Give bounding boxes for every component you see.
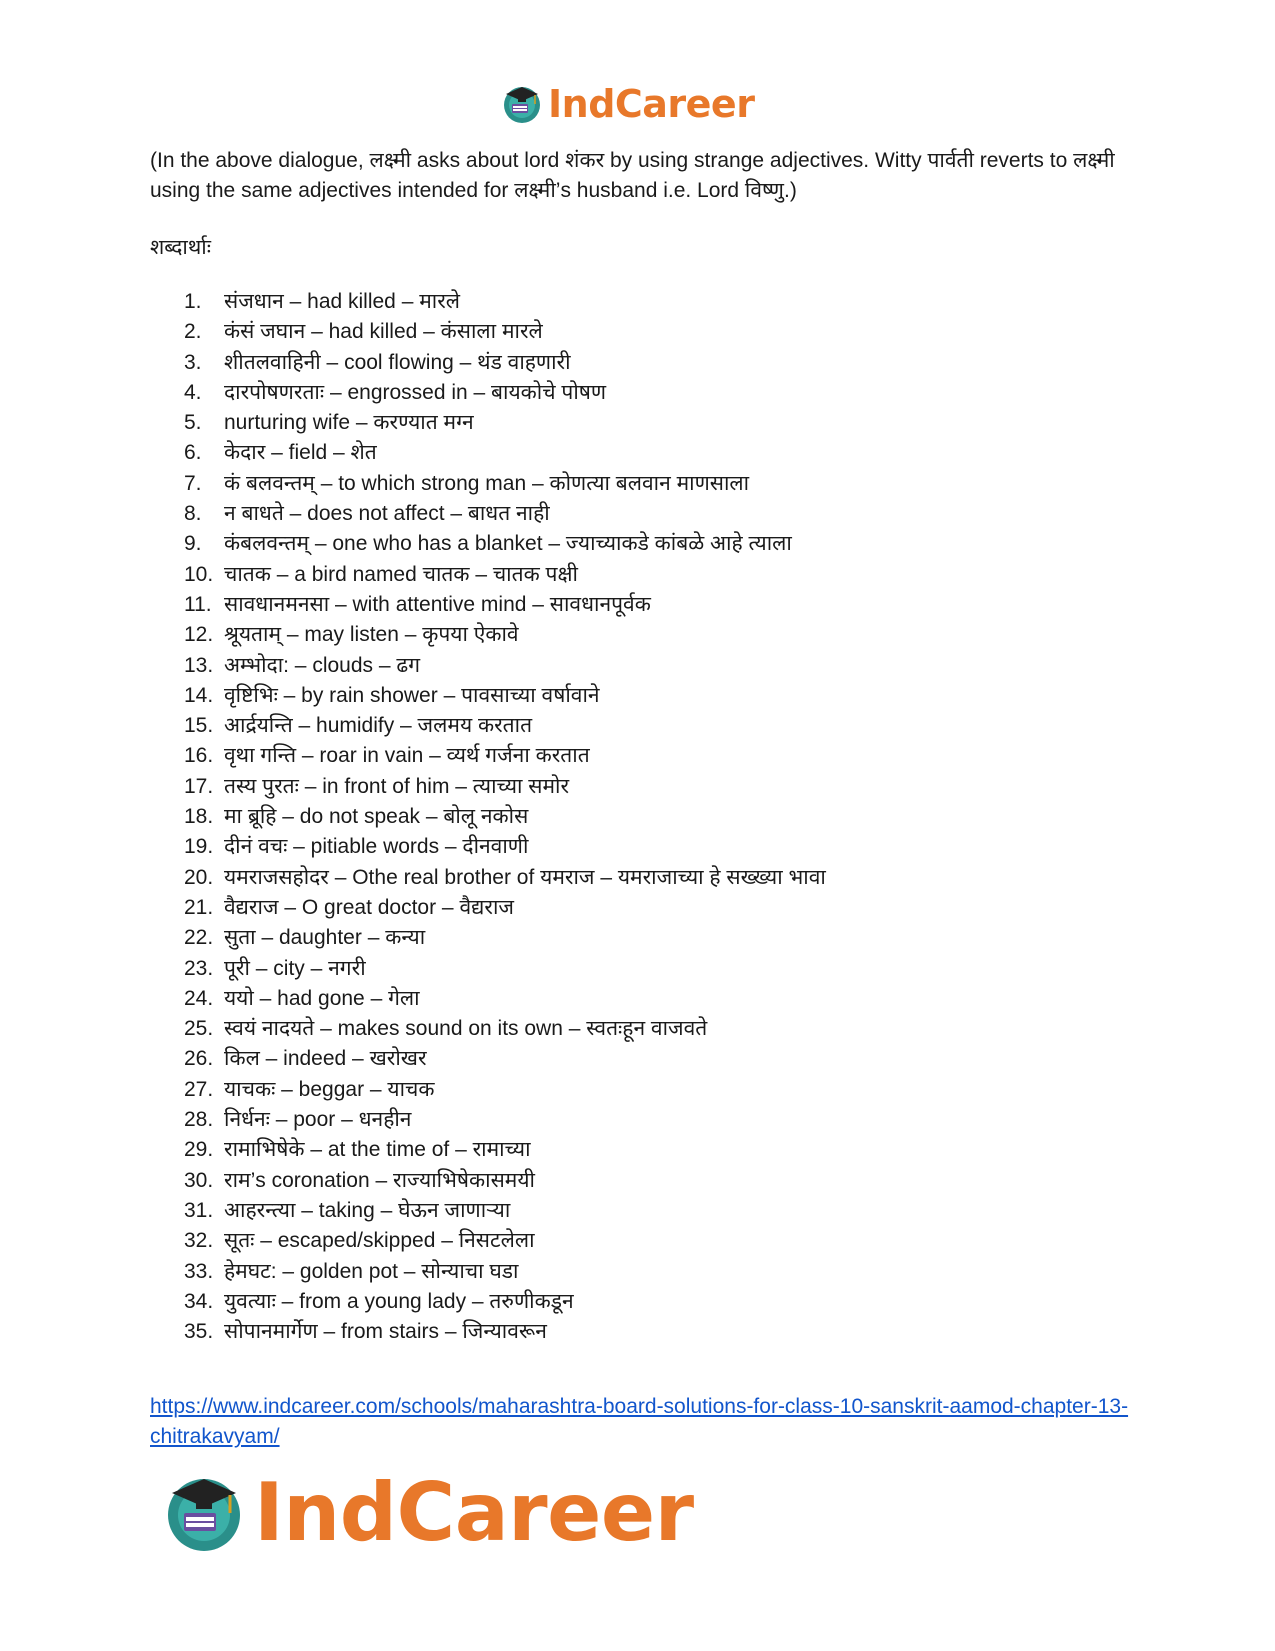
list-item [184, 1044, 826, 1074]
list-item [184, 954, 826, 984]
list-item-text: तस्य पुरतः – in front of him – त्याच्या समोर [224, 774, 570, 798]
list-item-number: 27. [184, 1077, 214, 1101]
list-item [184, 348, 826, 378]
list-item-number: 12. [184, 623, 214, 647]
list-item [184, 711, 826, 741]
list-item-number: 19. [184, 835, 214, 859]
list-item-number: 23. [184, 956, 214, 980]
list-item-number: 17. [184, 774, 214, 798]
list-item-text: आहरन्त्या – taking – घेऊन जाणाऱ्या [224, 1198, 511, 1222]
list-item [184, 1135, 826, 1165]
list-item [184, 438, 826, 468]
list-item [184, 560, 826, 590]
list-item-text: हेमघट: – golden pot – सोन्याचा घडा [224, 1259, 519, 1283]
list-item-number: 16. [184, 744, 214, 768]
list-item-number: 6. [184, 441, 202, 465]
list-item [184, 317, 826, 347]
list-item-number: 29. [184, 1138, 214, 1162]
list-item-text: कंसं जघान – had killed – कंसाला मारले [224, 320, 543, 344]
list-item-text: सुता – daughter – कन्या [224, 926, 426, 950]
list-item-text: मा ब्रूहि – do not speak – बोलू नकोस [224, 805, 529, 829]
glossary-list [184, 287, 826, 1347]
list-item-number: 33. [184, 1259, 214, 1283]
list-item-number: 11. [184, 592, 212, 616]
list-item-text: युवत्याः – from a young lady – तरुणीकडून [224, 1289, 574, 1313]
graduation-globe-icon [160, 1469, 248, 1557]
list-item-number: 15. [184, 714, 214, 738]
brand-name: IndCareer [254, 1466, 694, 1559]
brand-logo [500, 80, 754, 128]
list-item-text: रामाभिषेके – at the time of – रामाच्या [224, 1138, 531, 1162]
list-item-number: 31. [184, 1198, 214, 1222]
brand-logo-large [160, 1468, 694, 1558]
list-item [184, 863, 826, 893]
list-item [184, 984, 826, 1014]
list-item-number: 3. [184, 350, 202, 374]
list-item-text: ययो – had gone – गेला [224, 986, 420, 1010]
list-item [184, 1287, 826, 1317]
list-item [184, 832, 826, 862]
list-item-number: 5. [184, 411, 202, 435]
list-item-number: 14. [184, 683, 214, 707]
list-item-number: 20. [184, 865, 214, 889]
list-item-text: राम’s coronation – राज्याभिषेकासमयी [224, 1168, 535, 1192]
list-item [184, 1014, 826, 1044]
list-item-number: 35. [184, 1320, 214, 1344]
list-item-text: आर्द्रयन्ति – humidify – जलमय करतात [224, 714, 533, 738]
list-item-number: 34. [184, 1289, 214, 1313]
list-item [184, 469, 826, 499]
list-item-number: 28. [184, 1108, 214, 1132]
list-item-text: nurturing wife – करण्यात मग्न [224, 411, 474, 435]
graduation-globe-icon [500, 82, 544, 126]
list-item [184, 529, 826, 559]
list-item-number: 24. [184, 986, 214, 1010]
list-item-text: सोपानमार्गेण – from stairs – जिन्यावरून [224, 1320, 547, 1344]
list-item-text: सूतः – escaped/skipped – निसटलेला [224, 1229, 535, 1253]
list-item-text: वृथा गन्ति – roar in vain – व्यर्थ गर्जना करतात [224, 744, 590, 768]
list-item-number: 21. [184, 895, 214, 919]
list-item [184, 681, 826, 711]
list-item-text: चातक – a bird named चातक – चातक पक्षी [224, 562, 578, 586]
list-item-number: 26. [184, 1047, 214, 1071]
list-item [184, 1105, 826, 1135]
source-link[interactable]: https://www.indcareer.com/schools/maharashtra-board-solutions-for-class-10-sanskrit-aamod-chapter-13-chitrakavyam/ [150, 1395, 1129, 1448]
list-item-number: 30. [184, 1168, 214, 1192]
list-item [184, 1257, 826, 1287]
list-item-text: वैद्यराज – O great doctor – वैद्यराज [224, 895, 514, 919]
intro-paragraph: (In the above dialogue, लक्ष्मी asks about lord शंकर by using strange adjectives. Witty पार्वती reverts to लक्ष्मी using the same adjectives intended for लक्ष्मी’s husband i.e. Lord विष्णु.) [150, 149, 1115, 202]
list-item-text: पूरी – city – नगरी [224, 956, 366, 980]
list-item-text: कंबलवन्तम् – one who has a blanket – ज्याच्याकडे कांबळे आहे त्याला [224, 532, 792, 556]
list-item [184, 287, 826, 317]
list-item-text: यमराजसहोदर – Othe real brother of यमराज – यमराजाच्या हे सख्ख्या भावा [224, 865, 826, 889]
list-item-text: सावधानमनसा – with attentive mind – सावधानपूर्वक [224, 592, 651, 616]
list-item [184, 590, 826, 620]
list-item-number: 13. [184, 653, 214, 677]
list-item [184, 378, 826, 408]
list-item [184, 499, 826, 529]
list-item-number: 4. [184, 380, 202, 404]
list-item [184, 651, 826, 681]
list-item-text: संजधान – had killed – मारले [224, 290, 461, 313]
list-item-number: 2. [184, 320, 202, 344]
list-item-number: 10. [184, 562, 214, 586]
list-item [184, 1075, 826, 1105]
list-item-text: दारपोषणरताः – engrossed in – बायकोचे पोषण [224, 380, 607, 404]
list-item-text: शीतलवाहिनी – cool flowing – थंड वाहणारी [224, 350, 571, 374]
list-item-text: न बाधते – does not affect – बाधत नाही [224, 502, 550, 526]
list-item-number: 22. [184, 926, 214, 950]
list-item [184, 1166, 826, 1196]
brand-name: IndCareer [548, 82, 755, 126]
list-item-text: स्वयं नादयते – makes sound on its own – स्वतःहून वाजवते [224, 1017, 708, 1041]
list-item [184, 1317, 826, 1347]
list-item-text: केदार – field – शेत [224, 441, 377, 465]
list-item-number: 1. [184, 290, 202, 313]
list-item [184, 620, 826, 650]
list-item [184, 1226, 826, 1256]
list-item-number: 9. [184, 532, 202, 556]
list-item-number: 18. [184, 805, 214, 829]
list-item-text: श्रूयताम् – may listen – कृपया ऐकावे [224, 623, 519, 647]
list-item [184, 802, 826, 832]
list-item-number: 8. [184, 502, 202, 526]
list-item-text: दीनं वचः – pitiable words – दीनवाणी [224, 835, 529, 859]
list-item-text: वृष्टिभिः – by rain shower – पावसाच्या वर्षावाने [224, 683, 600, 707]
list-item-text: निर्धनः – poor – धनहीन [224, 1108, 412, 1132]
list-item-text: किल – indeed – खरोखर [224, 1047, 427, 1071]
list-item [184, 893, 826, 923]
list-item [184, 923, 826, 953]
list-item-number: 7. [184, 471, 202, 495]
list-item [184, 408, 826, 438]
list-item-text: अम्भोदा: – clouds – ढग [224, 653, 421, 677]
section-heading: शब्दार्थाः [150, 236, 211, 259]
list-item-text: कं बलवन्तम् – to which strong man – कोणत्या बलवान माणसाला [224, 471, 750, 495]
list-item-number: 25. [184, 1017, 214, 1041]
list-item [184, 1196, 826, 1226]
list-item [184, 741, 826, 771]
list-item-text: याचकः – beggar – याचक [224, 1077, 435, 1101]
list-item [184, 772, 826, 802]
list-item-number: 32. [184, 1229, 214, 1253]
